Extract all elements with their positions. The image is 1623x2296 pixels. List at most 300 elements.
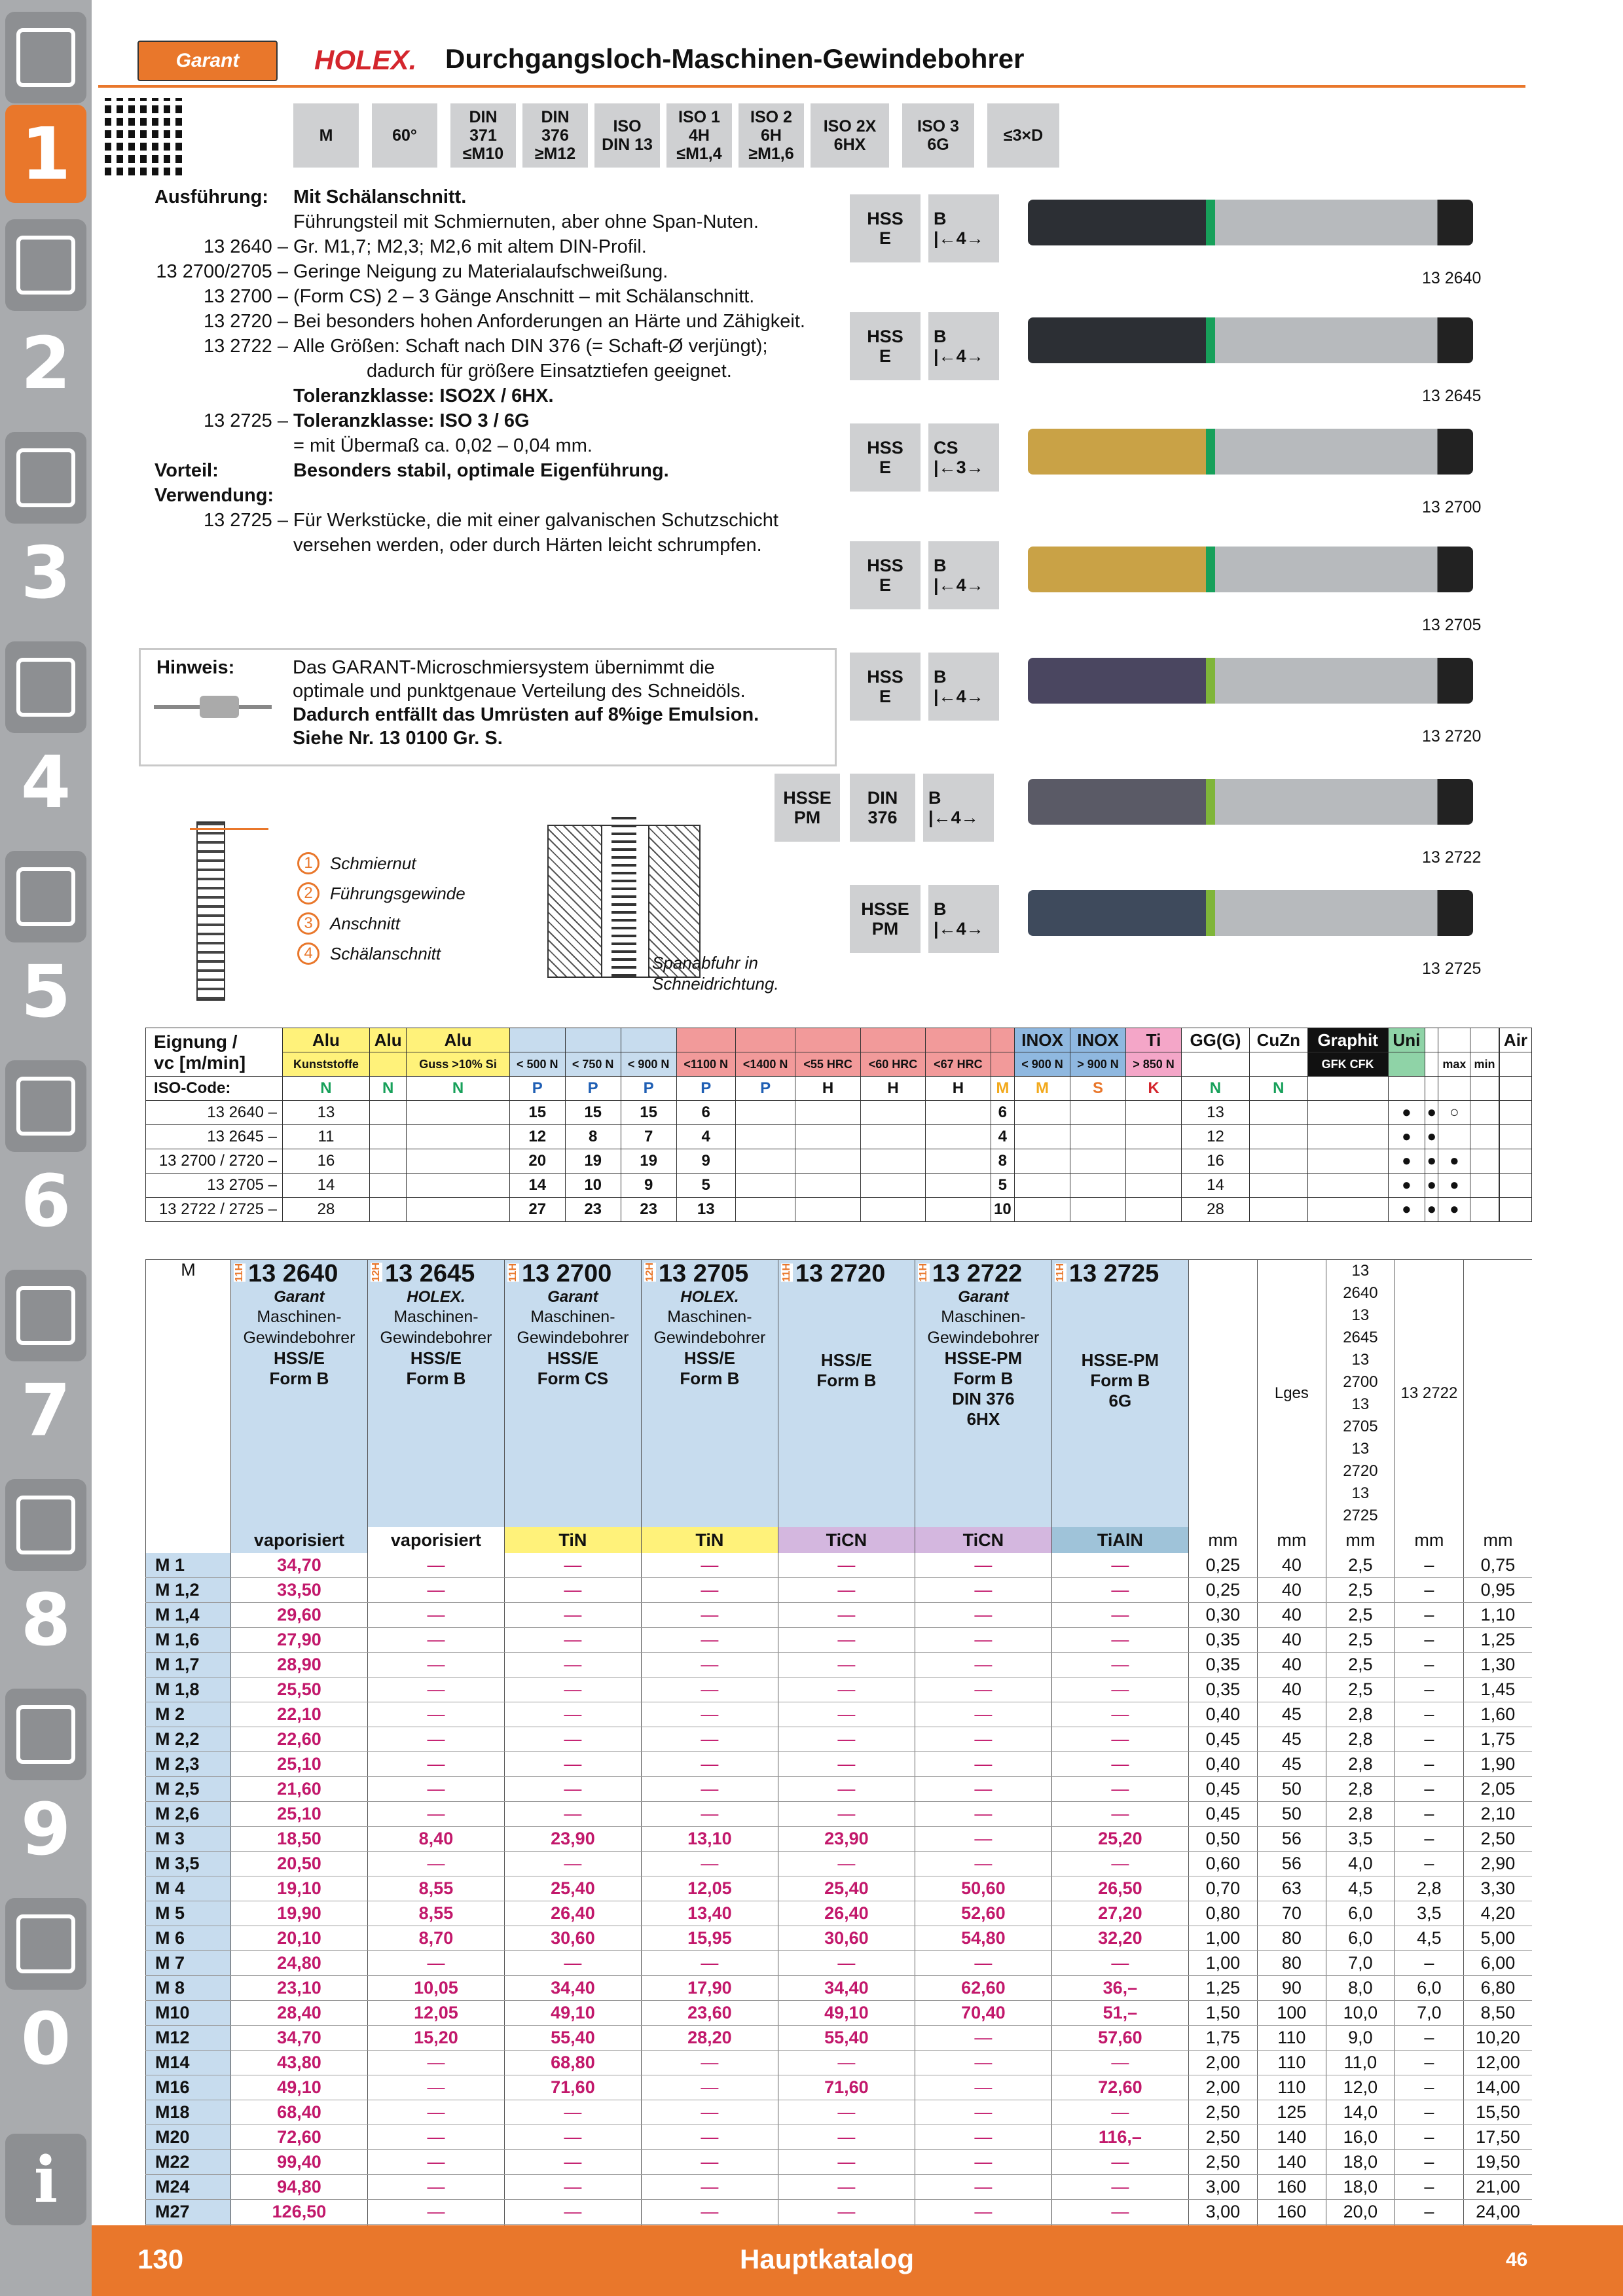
form-box [928,423,999,492]
form-label: B [934,556,947,575]
table-cell: 6,0 [1395,1976,1463,2001]
material-header-label: Uni [1393,1030,1421,1050]
spec-line: ISO 1 [678,108,720,126]
description-key: Vorteil: [155,460,219,481]
iso-code: H [795,1077,860,1101]
table-cell: — [504,1777,641,1802]
chamfer-count-value: 4 [951,808,961,827]
table-cell: 2,05 [1463,1777,1532,1802]
table-cell: 10,20 [1463,2026,1532,2051]
material-subheader: Guss >10% Si [407,1052,509,1077]
table-cell: 9,0 [1326,2026,1395,2051]
table-cell: 0,45 [1188,1802,1257,1827]
table-cell: — [1051,1777,1188,1802]
table-cell: — [778,1553,915,1578]
table-cell: 36,– [1051,1976,1188,2001]
table-cell: — [367,1578,504,1603]
drill-icon[interactable] [5,12,86,103]
suitability-value: 7 [621,1125,676,1149]
suitability-row-label: 13 2700 / 2720 – [146,1149,283,1174]
table-cell: 2,5 [1326,1677,1395,1702]
product-brand: HOLEX. [407,1288,465,1306]
table-cell: — [1051,1677,1188,1702]
sidebar-chapter-5[interactable]: 5 [20,950,71,1033]
tool-number: 13 2722 [1422,848,1482,867]
table-cell: — [641,2100,778,2125]
spec-line: ≥M12 [534,145,576,163]
suitability-value [1249,1101,1307,1125]
table-cell: — [778,2150,915,2175]
description-key: 13 2725 – [203,510,288,531]
product-name-spacer [1052,1308,1188,1350]
sidebar-chapter-1[interactable]: 1 [5,105,86,203]
table-cell: 43,80 [230,2051,367,2075]
table-cell: 2,00 [1188,2075,1257,2100]
suitability-value: ● [1425,1149,1438,1174]
chuck-icon[interactable] [5,432,86,524]
suitability-row-label: 13 2722 / 2725 – [146,1198,283,1222]
table-cell: 15,50 [1463,2100,1532,2125]
suitability-value: 19 [565,1149,621,1174]
material-label: HSS [867,209,903,228]
product-material: HSSE-PM [944,1348,1023,1368]
table-cell: 12,00 [1463,2051,1532,2075]
iso-code: N [369,1077,406,1101]
size-cell: M 2,5 [146,1777,231,1802]
size-cell: M18 [146,2100,231,2125]
product-id-line [1052,1260,1188,1288]
description-value: dadurch für größere Einsatztiefen geeignet. [367,361,732,382]
material-subheader: <1100 N [676,1052,735,1077]
iso-code: P [565,1077,621,1101]
table-cell: 24,00 [1463,2200,1532,2225]
size-cell: M10 [146,2001,231,2026]
tolerance-tag: 11H [917,1263,929,1282]
table-cell: 7,0 [1326,1951,1395,1976]
table-cell: 0,45 [1188,1727,1257,1752]
coating-cell: TiCN [778,1527,915,1553]
sidebar-chapter-0[interactable]: 0 [20,1997,71,2081]
material-subheader: < 750 N [565,1052,621,1077]
material-box [850,653,921,721]
table-cell: 40 [1257,1578,1326,1603]
table-cell: — [778,1777,915,1802]
material-header-label: Alu [444,1030,472,1050]
table-cell: — [1051,1951,1188,1976]
tap-image[interactable] [1028,890,1473,936]
product-material: HSS/E [410,1348,462,1368]
material-header [621,1028,676,1052]
spec-line: DIN [541,108,570,126]
table-cell: 80 [1257,1951,1326,1976]
suitability-value: ● [1388,1125,1425,1149]
table-cell: 28,90 [230,1653,367,1677]
tap-image[interactable] [1028,200,1473,245]
chamfer-count-value: 3 [956,457,966,477]
table-cell: – [1395,2175,1463,2200]
table-cell: — [641,2125,778,2150]
hinweis-label: Hinweis: [156,657,235,678]
dimension-header [1188,1260,1257,1528]
size-cell: M 6 [146,1926,231,1951]
coating-cell: TiAlN [1051,1527,1188,1553]
caliper-icon[interactable] [5,641,86,733]
table-cell: 99,40 [230,2150,367,2175]
table-cell: 2,8 [1326,1702,1395,1727]
coating-cell: TiN [641,1527,778,1553]
qr-code-icon[interactable] [105,98,182,175]
material-subheader: > 850 N [1126,1052,1182,1077]
table-cell: — [1051,1752,1188,1777]
table-row [146,1553,1533,1578]
chamfer-count: |←4→ [934,575,984,595]
suitability-value: ● [1438,1174,1470,1198]
description-value: Geringe Neigung zu Materialaufschweißung. [293,261,668,282]
iso-code: N [283,1077,370,1101]
size-cell: M 1 [146,1553,231,1578]
product-id-line [505,1260,641,1288]
table-cell: — [641,2075,778,2100]
table-cell: 140 [1257,2125,1326,2150]
suitability-value [1499,1101,1531,1125]
tap-image[interactable] [1028,779,1473,825]
dimension-header: 13 2722 [1395,1260,1463,1528]
suitability-value [795,1198,860,1222]
table-cell: – [1395,2125,1463,2150]
product-name: Maschinen-Gewindebohrer [927,1308,1040,1347]
table-cell: 7,0 [1395,2001,1463,2026]
material-header [1181,1028,1249,1052]
suitability-value [1470,1125,1499,1149]
coating-row [146,1527,1533,1553]
suitability-value [926,1125,991,1149]
table-cell: – [1395,2150,1463,2175]
table-cell: — [1051,1628,1188,1653]
material-label: E [879,228,891,248]
table-cell: – [1395,1951,1463,1976]
form-box [923,774,994,842]
suitability-value [1499,1198,1531,1222]
table-cell: — [1051,1603,1188,1628]
tool-number: 13 2705 [1422,616,1482,634]
table-cell: — [778,1603,915,1628]
spec-line: 6G [927,135,949,154]
header-divider [98,85,1525,88]
material-header-label: Ti [1146,1030,1161,1050]
chip-note-line: Spanabfuhr in [652,953,758,973]
iso-code: N [407,1077,509,1101]
table-cell: 30,60 [778,1926,915,1951]
suitability-value [926,1198,991,1222]
table-cell: 70 [1257,1901,1326,1926]
table-cell: 0,35 [1188,1653,1257,1677]
spec-box [902,103,974,168]
table-cell: — [915,1653,1051,1677]
unit-cell: mm [1257,1527,1326,1553]
suitability-row-label: 13 2640 – [146,1101,283,1125]
table-row [146,1802,1533,1827]
table-cell: 45 [1257,1727,1326,1752]
table-row [146,1653,1533,1677]
table-cell: — [1051,1727,1188,1752]
table-cell: — [504,1653,641,1677]
tap-image[interactable] [1028,317,1473,363]
iso-code: P [735,1077,795,1101]
suitability-value [1070,1125,1126,1149]
material-subheader [369,1052,406,1077]
suitability-title [146,1028,283,1077]
sidebar-chapter-4[interactable]: 4 [20,740,71,824]
iso-code: H [860,1077,925,1101]
suitability-value: 13 [283,1101,370,1125]
suitability-value [1070,1149,1126,1174]
page-header [137,41,1525,86]
table-cell: 1,00 [1188,1926,1257,1951]
table-cell: 8,55 [367,1876,504,1901]
material-header-label: GG(G) [1190,1030,1241,1050]
tool-number: 13 2640 [1422,269,1482,287]
chamfer-count-value: 4 [956,346,966,366]
table-cell: 25,40 [778,1876,915,1901]
product-brand-spacer [1052,1288,1188,1308]
table-cell: — [915,1578,1051,1603]
material-header [1388,1028,1425,1052]
page-title: Durchgangsloch-Maschinen-Gewindebohrer [445,43,1025,74]
table-cell: — [641,1578,778,1603]
table-cell: 33,50 [230,1578,367,1603]
product-brand: Garant [547,1288,598,1306]
cabinet-icon[interactable] [5,1689,86,1780]
material-header [795,1028,860,1052]
sidebar-chapter-6[interactable]: 6 [20,1159,71,1243]
tool-case-icon[interactable] [5,1479,86,1571]
product-material: HSS/E [684,1348,735,1368]
size-cell: M22 [146,2150,231,2175]
table-cell: 2,50 [1188,2150,1257,2175]
suitability-value [735,1125,795,1149]
tap-image[interactable] [1028,429,1473,475]
tolerance-tag: 12H [644,1262,655,1282]
tap-image[interactable] [1028,547,1473,592]
spec-line: ≤3×D [1003,126,1044,145]
table-cell: – [1395,1727,1463,1752]
page-footer [92,2225,1623,2296]
garant-logo: Garant [137,41,278,81]
material-header [1126,1028,1182,1052]
safety-gear-icon[interactable] [5,1898,86,1990]
suitability-title-line: vc [m/min] [154,1052,246,1073]
table-cell: 32,20 [1051,1926,1188,1951]
suitability-value [1015,1125,1070,1149]
table-cell: 23,90 [504,1827,641,1852]
tap-diagram [177,821,268,998]
suitability-value: 14 [283,1174,370,1198]
suitability-value: 12 [509,1125,565,1149]
material-subheader [1181,1052,1249,1077]
tap-ring [1206,547,1215,592]
suitability-value: 9 [621,1174,676,1198]
size-cell: M16 [146,2075,231,2100]
table-cell: — [641,1802,778,1827]
suitability-value [369,1174,406,1198]
product-form: Form B [269,1369,329,1388]
table-cell: 20,0 [1326,2200,1395,2225]
pliers-icon[interactable] [5,1270,86,1361]
suitability-value: 5 [676,1174,735,1198]
table-cell: 6,80 [1463,1976,1532,2001]
product-id-line [642,1260,778,1288]
chamfer-count-value: 4 [956,919,966,939]
tap-ring [1206,317,1215,363]
table-cell: 0,40 [1188,1752,1257,1777]
suitability-value [795,1101,860,1125]
suitability-value [926,1149,991,1174]
suitability-value [1470,1198,1499,1222]
insert-icon[interactable] [5,219,86,311]
table-cell: 6,0 [1326,1926,1395,1951]
table-cell: 3,30 [1463,1876,1532,1901]
table-row [146,1926,1533,1951]
table-cell: 2,5 [1326,1653,1395,1677]
table-cell: 2,8 [1326,1777,1395,1802]
table-cell: 68,80 [504,2051,641,2075]
material-label: E [879,687,891,706]
table-cell: 30,60 [504,1926,641,1951]
tool-number: 13 2645 [1422,387,1482,405]
material-header [735,1028,795,1052]
table-cell: 0,40 [1188,1702,1257,1727]
table-cell: – [1395,1702,1463,1727]
table-row [146,1852,1533,1876]
spec-box [811,103,889,168]
suitability-value: ● [1388,1149,1425,1174]
table-cell: — [367,2150,504,2175]
description-value: Alle Größen: Schaft nach DIN 376 (= Schaft-Ø verjüngt); [293,336,768,357]
suitability-value: ○ [1438,1101,1470,1125]
table-cell: 52,60 [915,1901,1051,1926]
table-cell: — [504,1603,641,1628]
material-header [991,1028,1014,1052]
suitability-value [860,1125,925,1149]
description-key: 13 2700/2705 – [156,261,288,282]
table-cell: 100 [1257,2001,1326,2026]
size-header: M [146,1260,231,1528]
form-box [928,194,999,262]
spec-box [450,103,516,168]
table-cell: — [778,1802,915,1827]
size-cell: M 1,6 [146,1628,231,1653]
table-cell: – [1395,1578,1463,1603]
table-cell: 12,05 [641,1876,778,1901]
size-cell: M 3,5 [146,1852,231,1876]
suitability-value: ● [1438,1149,1470,1174]
iso-code: H [926,1077,991,1101]
table-cell: — [1051,2100,1188,2125]
suitability-value [1307,1101,1388,1125]
description-value: Gr. M1,7; M2,3; M2,6 mit altem DIN-Profil. [293,236,647,257]
table-cell: — [915,1677,1051,1702]
info-icon[interactable] [5,2134,86,2225]
chamfer-count: |←4→ [934,919,984,939]
product-header [367,1260,504,1528]
table-cell: 1,25 [1463,1628,1532,1653]
spec-line: 60° [392,126,417,145]
size-cell: M 4 [146,1876,231,1901]
table-cell: 18,50 [230,1827,367,1852]
table-cell: — [778,2051,915,2075]
table-cell: — [915,1951,1051,1976]
spec-line: ≤M10 [462,145,504,163]
material-label: PM [871,919,899,939]
description-value: versehen werden, oder durch Härten leicht schrumpfen. [293,535,762,556]
table-cell: 116,– [1051,2125,1188,2150]
sidebar-chapter-2[interactable]: 2 [20,321,71,405]
sidebar-chapter-9[interactable]: 9 [20,1787,71,1871]
material-header [1249,1028,1307,1052]
material-label: PM [793,808,821,827]
table-cell: 80 [1257,1926,1326,1951]
suitability-value: 15 [621,1101,676,1125]
table-cell: — [367,1603,504,1628]
suitability-value [1470,1149,1499,1174]
table-cell: — [367,2125,504,2150]
material-header [369,1028,406,1052]
sidebar-chapter-7[interactable]: 7 [20,1369,71,1452]
sidebar-chapter-8[interactable]: 8 [20,1578,71,1662]
spec-line: DIN 13 [602,135,653,154]
table-cell: 17,50 [1463,2125,1532,2150]
table-row [146,2075,1533,2100]
tap-ring [1206,890,1215,936]
table-cell: 40 [1257,1603,1326,1628]
product-name: Maschinen-Gewindebohrer [243,1308,356,1347]
sidebar-chapter-3[interactable]: 3 [20,531,71,615]
table-cell: — [504,1702,641,1727]
spec-line: 376 [541,126,569,145]
table-cell: 3,5 [1395,1901,1463,1926]
table-cell: — [504,1752,641,1777]
table-cell: 56 [1257,1852,1326,1876]
table-cell: — [778,2175,915,2200]
suitability-title-line: Eignung / [154,1031,238,1052]
table-cell: — [778,2200,915,2225]
product-material: HSS/E [820,1350,872,1370]
table-cell: 1,90 [1463,1752,1532,1777]
table-cell: — [915,1628,1051,1653]
iso-code: P [676,1077,735,1101]
wrench-icon[interactable] [5,1060,86,1152]
table-cell: 3,00 [1188,2175,1257,2200]
size-cell: M 1,2 [146,1578,231,1603]
product-form: Form B [953,1369,1013,1388]
suitability-value [860,1149,925,1174]
table-cell: — [778,1702,915,1727]
suitability-value [1015,1198,1070,1222]
suitability-value [407,1198,509,1222]
material-header [283,1028,370,1052]
suitability-value [795,1149,860,1174]
suitability-value: ● [1388,1198,1425,1222]
table-cell: 22,60 [230,1727,367,1752]
form-box [928,312,999,380]
table-cell: 50 [1257,1802,1326,1827]
product-name: Maschinen-Gewindebohrer [380,1308,492,1347]
spec-line: DIN [469,108,498,126]
table-cell: 23,60 [641,2001,778,2026]
tap-image[interactable] [1028,658,1473,704]
grinding-disc-icon[interactable] [5,851,86,942]
product-id-line [231,1260,367,1288]
